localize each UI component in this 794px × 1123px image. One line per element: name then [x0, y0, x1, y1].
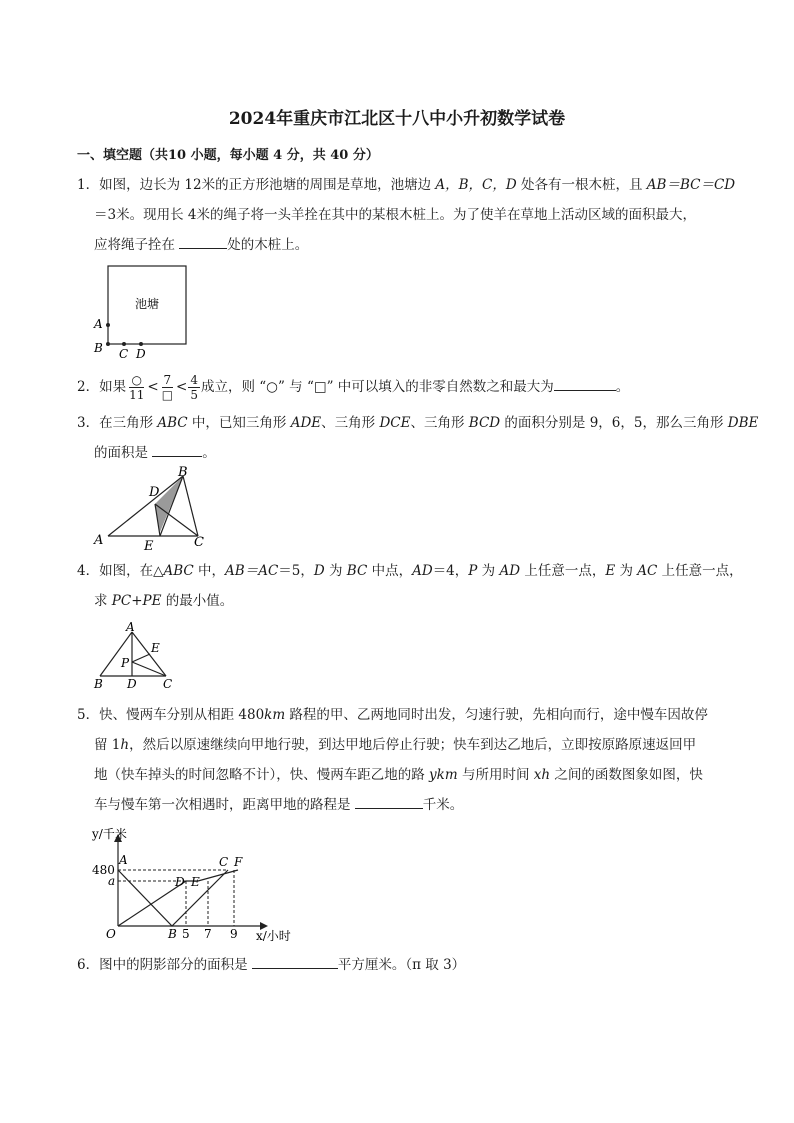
question-1 [77, 170, 736, 260]
label-a: A [94, 317, 103, 331]
point-a: A [119, 853, 128, 867]
q2-line-1: 2．如果 $\frac{○}{11}$ < $\frac{7}{□}$ < $\frac{4}{5}$ 成立，则 “○” 与 “□” 中可以填入的非零自然数之和最大为 。 [77, 373, 630, 402]
stake-d [139, 342, 143, 346]
section-heading: 一、填空题（共10 小题，每小题 4 分，共 40 分） [77, 148, 379, 163]
label-e: E [151, 641, 160, 655]
question-4 [77, 556, 743, 616]
fast-car-line [118, 870, 228, 926]
q1-line-3: 应将绳子拴在 处的木桩上。 [77, 230, 727, 260]
label-a: A [126, 620, 135, 634]
q3-triangle-figure [90, 466, 210, 552]
point-c: C [219, 855, 229, 869]
label-p: P [121, 656, 130, 670]
question-5 [77, 700, 727, 820]
label-c: C [194, 535, 204, 550]
q5-distance-time-graph [88, 826, 308, 944]
q1-line-2: ＝3米。现用长 4米的绳子将一头羊拴在其中的某根木桩上。为了使羊在草地上活动区域的面积最大， [94, 207, 696, 223]
label-b: B [94, 341, 103, 355]
answer-blank-2[interactable] [554, 376, 616, 391]
q5-line-3: 地（快车掉头的时间忽略不计），快、慢两车距乙地的路 ykm 与所用时间 xh 之间的函数图象如图，快 [94, 767, 703, 783]
q1-line-1: 1．如图，边长为 12米的正方形池塘的周围是草地，池塘边 A，B，C，D 处各有一根木桩，且 AB＝BC＝CD [77, 177, 736, 193]
point-b: B [168, 927, 177, 941]
y-tick-480: 480 [92, 863, 115, 877]
question-3 [77, 408, 759, 468]
q5-line-4: 车与慢车第一次相遇时，距离甲地的路程是 千米。 [77, 790, 727, 820]
label-d: D [149, 485, 160, 500]
page-title: 2024年重庆市江北区十八中小升初数学试卷 [228, 109, 566, 129]
label-c: C [163, 677, 173, 691]
y-axis-label: y/千米 [92, 827, 127, 841]
fraction-1: $\frac{○}{11}$ [129, 373, 145, 402]
label-a: A [94, 533, 104, 548]
answer-blank-1[interactable] [179, 234, 227, 249]
stake-b [106, 342, 110, 346]
fraction-2: $\frac{7}{□}$ [161, 373, 174, 402]
point-d: D [175, 875, 185, 889]
x-tick-7: 7 [204, 927, 212, 941]
x-axis-label: x/小时 [256, 929, 291, 943]
q5-line-2: 留 1h，然后以原速继续向甲地行驶，到达甲地后停止行驶；快车到达乙地后，立即按原路原速返回甲 [94, 737, 697, 753]
y-tick-a: a [108, 874, 116, 888]
q6-line-1: 6．图中的阴影部分的面积是 平方厘米。（π 取 3） [77, 950, 727, 980]
q4-triangle-figure [90, 620, 190, 694]
point-f: F [234, 855, 243, 869]
answer-blank-3[interactable] [152, 442, 202, 457]
q4-line-1: 4．如图，在△ABC 中，AB＝AC＝5，D 为 BC 中点，AD＝4，P 为 AD 上任意一点，E 为 AC 上任意一点， [77, 563, 743, 579]
stake-a [106, 323, 110, 327]
q3-line-1: 3．在三角形 ABC 中，已知三角形 ADE、三角形 DCE、三角形 BCD 的面积分别是 9，6，5，那么三角形 DBE [77, 415, 759, 431]
label-b: B [94, 677, 103, 691]
q5-line-1: 5．快、慢两车分别从相距 480km 路程的甲、乙两地同时出发，匀速行驶，先相向而行，途中慢车因故停 [77, 707, 708, 723]
q1-pond-figure [90, 262, 200, 362]
x-tick-9: 9 [230, 927, 238, 941]
question-6 [77, 950, 727, 980]
question-2 [77, 372, 727, 402]
q3-line-2: 的面积是 。 [77, 438, 727, 468]
pond-label: 池塘 [134, 297, 160, 311]
stake-c [122, 342, 126, 346]
answer-blank-6[interactable] [252, 954, 338, 969]
q4-line-2: 求 PC+PE 的最小值。 [94, 593, 234, 609]
x-tick-5: 5 [182, 927, 190, 941]
label-d: D [136, 347, 146, 361]
fraction-3: $\frac{4}{5}$ [190, 373, 198, 402]
label-e: E [144, 539, 154, 552]
label-b: B [178, 466, 188, 480]
point-e: E [191, 875, 200, 889]
label-c: C [119, 347, 129, 361]
label-d: D [127, 677, 137, 691]
answer-blank-5[interactable] [355, 794, 423, 809]
origin-label: O [106, 927, 116, 941]
